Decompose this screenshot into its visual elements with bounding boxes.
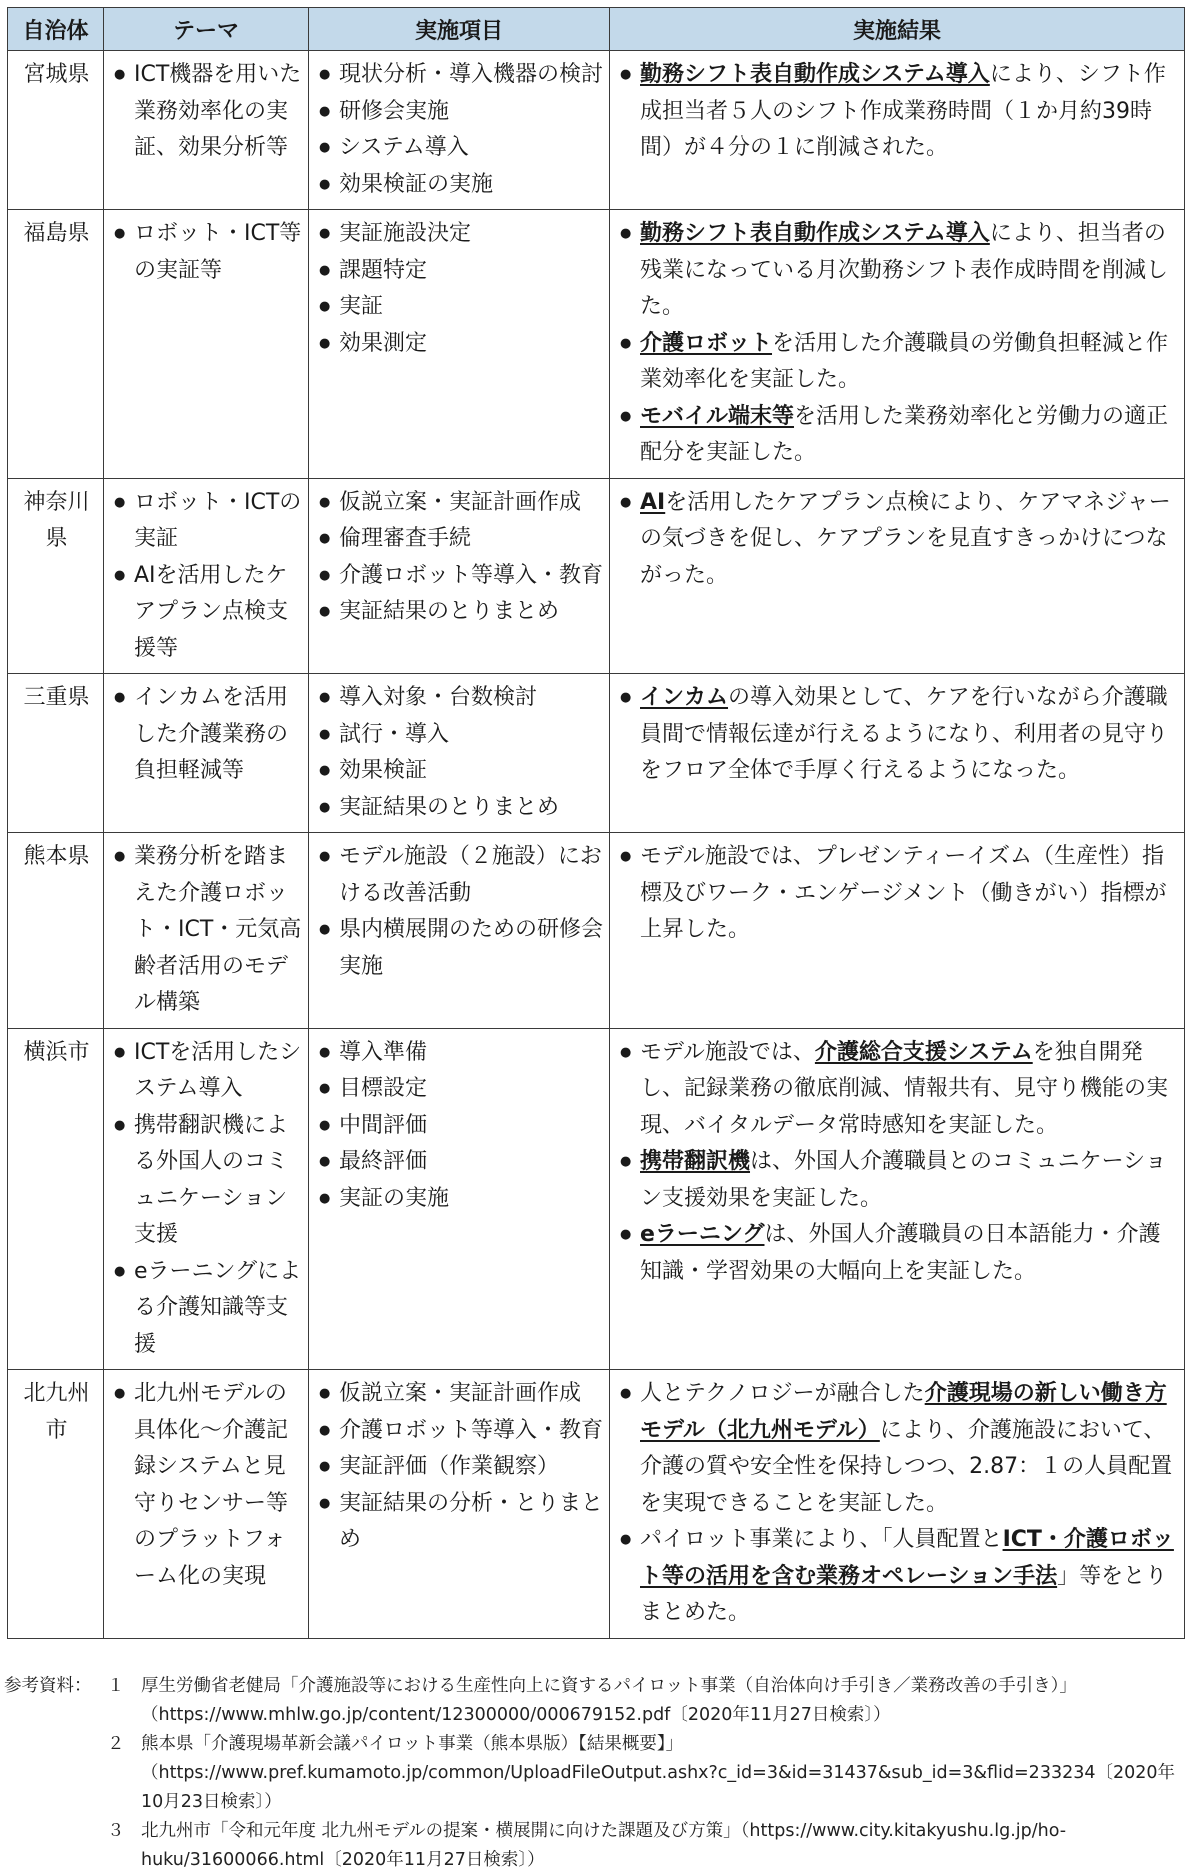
- implementation-item: ● 現状分析・導入機器の検討: [317, 57, 603, 94]
- table-row: [8, 210, 1185, 479]
- implementation-item-list: [317, 839, 603, 985]
- table-row: [8, 478, 1185, 674]
- result-highlight: インカム: [640, 685, 729, 710]
- implementation-item: ● 実証の実施: [317, 1181, 603, 1218]
- table-row: [8, 674, 1185, 833]
- theme-item: ● ICT機器を用いた業務効率化の実証、効果分析等: [112, 57, 302, 167]
- theme-item: ● 携帯翻訳機による外国人のコミュニケーション支援: [112, 1108, 302, 1254]
- table-row: [8, 833, 1185, 1029]
- result-highlight: eラーニング: [640, 1222, 765, 1247]
- municipality-cell: 神奈川県: [8, 478, 104, 674]
- implementation-item: ● 実証施設決定: [317, 216, 603, 253]
- results-cell: [610, 674, 1185, 833]
- result-highlight: モバイル端末等: [640, 403, 795, 429]
- theme-cell: [104, 1028, 309, 1370]
- reference-text: 厚生労働省老健局「介護施設等における生産性向上に資するパイロット事業（自治体向け手引き／業務改善の手引き）」（https://www.mhlw.go.jp/content/12300000/000679152.pdf〔2020年11月27日検索〕）: [141, 1676, 1077, 1725]
- implementation-item: ● 実証結果の分析・とりまとめ: [317, 1486, 603, 1559]
- table-body: [8, 51, 1185, 1639]
- results-cell: [610, 833, 1185, 1029]
- items-cell: [309, 833, 610, 1029]
- implementation-item: ● 導入対象・台数検討: [317, 680, 603, 717]
- theme-item-list: [112, 57, 302, 167]
- results-cell: [610, 1370, 1185, 1639]
- result-highlight: ICT・介護ロボット等の活用を含む業務オペレーション手法: [640, 1527, 1174, 1589]
- implementation-item: ● 県内横展開のための研修会実施: [317, 912, 603, 985]
- implementation-item: ● 仮説立案・実証計画作成: [317, 1376, 603, 1413]
- implementation-item: ● 効果測定: [317, 326, 603, 363]
- pilot-project-table: [7, 7, 1185, 1639]
- theme-cell: [104, 674, 309, 833]
- result-highlight: AI: [640, 489, 666, 515]
- implementation-item-list: [317, 485, 603, 631]
- result-item: ● モバイル端末等を活用した業務効率化と労働力の適正配分を実証した。: [618, 399, 1178, 472]
- implementation-item: ● モデル施設（２施設）における改善活動: [317, 839, 603, 912]
- header-theme: テーマ: [104, 8, 309, 51]
- theme-cell: [104, 478, 309, 674]
- reference-label: 参考資料：: [4, 1676, 92, 1696]
- result-highlight: 勤務シフト表自動作成システム導入: [640, 221, 990, 246]
- implementation-item: ● 目標設定: [317, 1071, 603, 1108]
- result-list: [618, 57, 1178, 167]
- reference-number: ２: [107, 1734, 125, 1754]
- header-results: 実施結果: [610, 8, 1185, 51]
- theme-item-list: [112, 680, 302, 790]
- result-item: ● 人とテクノロジーが融合した介護現場の新しい働き方モデル（北九州モデル）により、介護施設において、介護の質や安全性を保持しつつ、2.87：１の人員配置を実現できることを実証した。: [618, 1376, 1178, 1522]
- reference-item: [4, 1730, 1188, 1817]
- implementation-item: ● 最終評価: [317, 1144, 603, 1181]
- items-cell: [309, 478, 610, 674]
- table-row: [8, 51, 1185, 210]
- implementation-item: ● 試行・導入: [317, 717, 603, 754]
- reference-item: [4, 1817, 1188, 1875]
- results-cell: [610, 1028, 1185, 1370]
- theme-cell: [104, 51, 309, 210]
- theme-cell: [104, 833, 309, 1029]
- result-list: [618, 680, 1178, 790]
- reference-item: [4, 1672, 1188, 1730]
- reference-text: 熊本県「介護現場革新会議パイロット事業（熊本県版）【結果概要】」（https://www.pref.kumamoto.jp/common/UploadFileOutput.ashx?c_id=3&id=31437&sub_id=3&flid=233234〔2020年10月23日検索〕）: [141, 1734, 1176, 1812]
- results-cell: [610, 478, 1185, 674]
- implementation-item: ● 介護ロボット等導入・教育: [317, 1413, 603, 1450]
- items-cell: [309, 1028, 610, 1370]
- implementation-item: ● システム導入: [317, 130, 603, 167]
- municipality-cell: 三重県: [8, 674, 104, 833]
- result-item: ● パイロット事業により、「人員配置とICT・介護ロボット等の活用を含む業務オペレーション手法」等をとりまとめた。: [618, 1522, 1178, 1632]
- result-item: ● 介護ロボットを活用した介護職員の労働負担軽減と作業効率化を実証した。: [618, 326, 1178, 399]
- implementation-item-list: [317, 680, 603, 826]
- result-list: [618, 1035, 1178, 1291]
- municipality-cell: 横浜市: [8, 1028, 104, 1370]
- theme-item: ● ロボット・ICT等の実証等: [112, 216, 302, 289]
- header-municipality: 自治体: [8, 8, 104, 51]
- theme-item-list: [112, 1035, 302, 1364]
- municipality-cell: 宮城県: [8, 51, 104, 210]
- implementation-item: ● 実証: [317, 289, 603, 326]
- result-item: ● AIを活用したケアプラン点検により、ケアマネジャーの気づきを促し、ケアプランを見直すきっかけにつながった。: [618, 485, 1178, 595]
- theme-cell: [104, 210, 309, 479]
- references: [4, 1672, 1188, 1875]
- implementation-item: ● 実証評価（作業観察）: [317, 1449, 603, 1486]
- result-list: [618, 839, 1178, 949]
- result-highlight: 介護ロボット: [640, 330, 773, 356]
- theme-item: ● インカムを活用した介護業務の負担軽減等: [112, 680, 302, 790]
- items-cell: [309, 1370, 610, 1639]
- implementation-item: ● 実証結果のとりまとめ: [317, 790, 603, 827]
- theme-item: ● ロボット・ICTの実証: [112, 485, 302, 558]
- results-cell: [610, 51, 1185, 210]
- implementation-item-list: [317, 1376, 603, 1559]
- implementation-item-list: [317, 216, 603, 362]
- result-item: ● モデル施設では、プレゼンティーイズム（生産性）指標及びワーク・エンゲージメント（働きがい）指標が上昇した。: [618, 839, 1178, 949]
- result-item: ● インカムの導入効果として、ケアを行いながら介護職員間で情報伝達が行えるようになり、利用者の見守りをフロア全体で手厚く行えるようになった。: [618, 680, 1178, 790]
- items-cell: [309, 210, 610, 479]
- items-cell: [309, 674, 610, 833]
- table-row: [8, 1370, 1185, 1639]
- result-highlight: 介護総合支援システム: [814, 1039, 1033, 1065]
- implementation-item-list: [317, 1035, 603, 1218]
- implementation-item: ● 導入準備: [317, 1035, 603, 1072]
- reference-text: 北九州市「令和元年度 北九州モデルの提案・横展開に向けた課題及び方策」（https://www.city.kitakyushu.lg.jp/ho-huku/31600066.html〔2020年11月27日検索〕）: [141, 1821, 1067, 1870]
- theme-item: ● eラーニングによる介護知識等支援: [112, 1254, 302, 1364]
- theme-item-list: [112, 1376, 302, 1595]
- theme-item-list: [112, 216, 302, 289]
- implementation-item: ● 課題特定: [317, 253, 603, 290]
- implementation-item: ● 仮説立案・実証計画作成: [317, 485, 603, 522]
- theme-item: ● 業務分析を踏まえた介護ロボット・ICT・元気高齢者活用のモデル構築: [112, 839, 302, 1022]
- municipality-cell: 熊本県: [8, 833, 104, 1029]
- result-item: ● eラーニングは、外国人介護職員の日本語能力・介護知識・学習効果の大幅向上を実証した。: [618, 1217, 1178, 1290]
- theme-cell: [104, 1370, 309, 1639]
- implementation-item: ● 効果検証の実施: [317, 167, 603, 204]
- implementation-item: ● 効果検証: [317, 753, 603, 790]
- theme-item-list: [112, 839, 302, 1022]
- implementation-item: ● 研修会実施: [317, 94, 603, 131]
- reference-number: ３: [107, 1821, 125, 1841]
- implementation-item-list: [317, 57, 603, 203]
- items-cell: [309, 51, 610, 210]
- municipality-cell: 福島県: [8, 210, 104, 479]
- theme-item-list: [112, 485, 302, 668]
- theme-item: ● ICTを活用したシステム導入: [112, 1035, 302, 1108]
- implementation-item: ● 介護ロボット等導入・教育: [317, 558, 603, 595]
- results-cell: [610, 210, 1185, 479]
- implementation-item: ● 倫理審査手続: [317, 521, 603, 558]
- reference-number: １: [107, 1676, 125, 1696]
- result-item: ● 勤務シフト表自動作成システム導入により、担当者の残業になっている月次勤務シフト表作成時間を削減した。: [618, 216, 1178, 326]
- theme-item: ● 北九州モデルの具体化～介護記録システムと見守りセンサー等のプラットフォーム化の実現: [112, 1376, 302, 1595]
- implementation-item: ● 実証結果のとりまとめ: [317, 594, 603, 631]
- result-highlight: 勤務シフト表自動作成システム導入: [640, 62, 990, 87]
- municipality-cell: 北九州市: [8, 1370, 104, 1639]
- result-list: [618, 485, 1178, 595]
- result-highlight: 介護現場の新しい働き方モデル（北九州モデル）: [640, 1381, 1167, 1443]
- result-item: ● 勤務シフト表自動作成システム導入により、シフト作成担当者５人のシフト作成業務時間（１か月約39時間）が４分の１に削減された。: [618, 57, 1178, 167]
- theme-item: ● AIを活用したケアプラン点検支援等: [112, 558, 302, 668]
- result-highlight: 携帯翻訳機: [640, 1149, 751, 1174]
- header-row: [8, 8, 1185, 51]
- table-row: [8, 1028, 1185, 1370]
- header-items: 実施項目: [309, 8, 610, 51]
- result-list: [618, 1376, 1178, 1632]
- result-item: ● モデル施設では、介護総合支援システムを独自開発し、記録業務の徹底削減、情報共有、見守り機能の実現、バイタルデータ常時感知を実証した。: [618, 1035, 1178, 1145]
- result-list: [618, 216, 1178, 472]
- result-item: ● 携帯翻訳機は、外国人介護職員とのコミュニケーション支援効果を実証した。: [618, 1144, 1178, 1217]
- implementation-item: ● 中間評価: [317, 1108, 603, 1145]
